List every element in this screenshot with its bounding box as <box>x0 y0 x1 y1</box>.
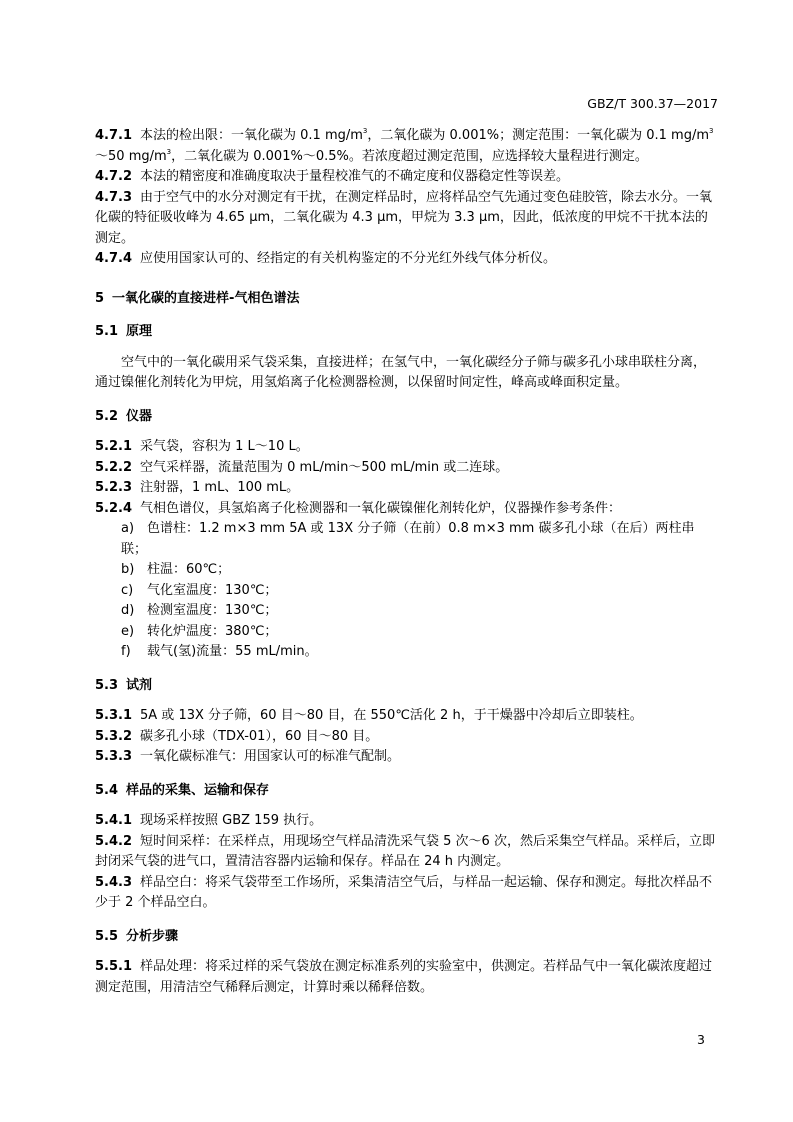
clause-number: 5.5.1 <box>95 959 133 974</box>
principle-paragraph: 空气中的一氧化碳用采气袋采集，直接进样；在氢气中，一氧化碳经分子筛与碳多孔小球串联柱分离，通过镍催化剂转化为甲烷，用氢焰离子化检测器检测，以保留时间定性，峰高或峰面积定量。 <box>95 354 707 390</box>
clause-5-3-2 <box>95 727 717 748</box>
list-item <box>121 581 717 602</box>
clause-5-2-2 <box>95 458 717 479</box>
clause-text: 短时间采样：在采样点，用现场空气样品清洗采气袋 5 次～6 次，然后采集空气样品。采样后，立即封闭采气袋的进气口，置清洁容器内运输和保存。样品在 24 h 内测定。 <box>95 833 715 869</box>
section-title: 一氧化碳的直接进样-气相色谱法 <box>112 290 300 306</box>
clause-number: 4.7.3 <box>95 189 133 205</box>
section-5-4-heading <box>95 781 717 802</box>
clause-5-4-2 <box>95 832 717 873</box>
section-title: 原理 <box>126 324 153 339</box>
list-text: 检测室温度：130℃； <box>147 603 278 618</box>
list-item <box>121 601 717 622</box>
superscript: 3 <box>362 127 368 135</box>
clause-text: 碳多孔小球（TDX-01），60 目～80 目。 <box>140 728 379 744</box>
list-label: a) <box>121 521 135 536</box>
list-label: f) <box>121 644 131 659</box>
clause-5-4-1 <box>95 811 717 832</box>
section-number: 5.4 <box>95 782 119 798</box>
clause-5-2-1 <box>95 437 717 458</box>
list-label: c) <box>121 582 134 598</box>
clause-text: 样品空白：将采气袋带至工作场所，采集清洁空气后，与样品一起运输、保存和测定。每批次样品不少于 2 个样品空白。 <box>95 874 713 910</box>
list-label: d) <box>121 603 135 618</box>
clause-text: 样品处理：将采过样的采气袋放在测定标准系列的实验室中，供测定。若样品气中一氧化碳浓度超过测定范围，用清洁空气稀释后测定，计算时乘以稀释倍数。 <box>95 959 713 995</box>
clause-text: 本法的检出限：一氧化碳为 0.1 mg/m <box>140 128 363 143</box>
clause-text: 本法的精密度和准确度取决于量程校准气的不确定度和仪器稳定性等误差。 <box>140 169 570 184</box>
clause-4-7-4 <box>95 249 717 270</box>
section-5-2-heading <box>95 407 717 428</box>
clause-number: 5.4.2 <box>95 833 133 849</box>
list-item <box>121 519 717 560</box>
section-5-heading <box>95 289 717 310</box>
section-title: 仪器 <box>126 408 153 424</box>
section-5-5-heading <box>95 927 717 948</box>
section-number: 5 <box>95 290 105 306</box>
clause-text: 应使用国家认可的、经指定的有关机构鉴定的不分光红外线气体分析仪。 <box>140 251 557 266</box>
list-item <box>121 642 717 663</box>
clause-number: 4.7.4 <box>95 251 133 266</box>
list-text: 转化炉温度：380℃； <box>147 623 278 639</box>
section-title: 样品的采集、运输和保存 <box>126 782 270 798</box>
clause-text: 采气袋，容积为 1 L～10 L。 <box>140 439 309 454</box>
clause-5-3-1 <box>95 706 717 727</box>
clause-number: 5.2.4 <box>95 500 133 516</box>
clause-text: 50 mg/m <box>108 148 167 164</box>
clause-text: 空气采样器，流量范围为 0 mL/min～500 mL/min 或二连球。 <box>140 459 509 475</box>
clause-number: 5.3.1 <box>95 708 133 723</box>
instrument-conditions-list <box>95 519 717 663</box>
list-text: 载气(氢)流量：55 mL/min。 <box>147 644 318 659</box>
clause-4-7-3 <box>95 188 717 250</box>
clause-number: 5.4.1 <box>95 813 133 828</box>
clause-number: 5.2.3 <box>95 480 133 495</box>
clause-number: 4.7.1 <box>95 128 133 143</box>
clause-5-2-3 <box>95 478 717 499</box>
section-number: 5.2 <box>95 408 119 424</box>
list-text: 色谱柱：1.2 m×3 mm 5A 或 13X 分子筛（在前）0.8 m×3 mm 碳多孔小球（在后）两柱串联； <box>121 521 695 557</box>
clause-4-7-1 <box>95 126 717 167</box>
clause-5-3-3 <box>95 747 717 768</box>
clause-text: ，二氧化碳为 0.001%；测定范围：一氧化碳为 0.1 mg/m <box>367 128 709 143</box>
clause-text: 注射器，1 mL、100 mL。 <box>140 480 300 495</box>
clause-text: ～ <box>95 148 109 164</box>
clause-text: 一氧化碳标准气：用国家认可的标准气配制。 <box>140 749 401 764</box>
clause-text: 气相色谱仪，具氢焰离子化检测器和一氧化碳镍催化剂转化炉，仪器操作参考条件： <box>140 500 622 516</box>
superscript: 3 <box>709 127 714 135</box>
page-number: 3 <box>697 1032 705 1047</box>
clause-number: 5.3.3 <box>95 749 133 764</box>
clause-4-7-2 <box>95 167 717 188</box>
clause-5-4-3 <box>95 873 717 914</box>
section-title: 分析步骤 <box>126 928 179 944</box>
clause-5-5-1 <box>95 957 717 998</box>
section-number: 5.5 <box>95 928 119 944</box>
section-number: 5.3 <box>95 677 119 693</box>
standard-code: GBZ/T 300.37—2017 <box>587 96 718 111</box>
list-text: 气化室温度：130℃； <box>147 582 278 598</box>
clause-text: 现场采样按照 GBZ 159 执行。 <box>140 813 323 828</box>
list-item <box>121 622 717 643</box>
clause-number: 5.4.3 <box>95 874 133 890</box>
clause-text: 5A 或 13X 分子筛，60 目～80 目，在 550℃活化 2 h，于干燥器中冷却后立即装柱。 <box>140 708 643 723</box>
list-text: 柱温：60℃； <box>147 562 231 577</box>
section-5-3-heading <box>95 676 717 697</box>
document-body <box>95 126 717 998</box>
list-label: e) <box>121 623 135 639</box>
clause-number: 5.2.1 <box>95 439 133 454</box>
clause-5-2-4 <box>95 499 717 520</box>
clause-number: 4.7.2 <box>95 169 133 184</box>
section-number: 5.1 <box>95 324 119 339</box>
clause-number: 5.3.2 <box>95 728 133 744</box>
section-title: 试剂 <box>126 677 153 693</box>
list-item <box>121 560 717 581</box>
superscript: 3 <box>166 147 172 156</box>
list-label: b) <box>121 562 135 577</box>
clause-text: 由于空气中的水分对测定有干扰，在测定样品时，应将样品空气先通过变色硅胶管，除去水分。一氧化碳的特征吸收峰为 4.65 μm，二氧化碳为 4.3 μm，甲烷为 3.3 μm，因此，低浓度的甲烷不干扰本法的测定。 <box>95 189 713 246</box>
clause-number: 5.2.2 <box>95 459 133 475</box>
section-5-1-heading <box>95 322 717 343</box>
clause-text: ，二氧化碳为 0.001%～0.5%。若浓度超过测定范围，应选择较大量程进行测定。 <box>171 148 648 164</box>
